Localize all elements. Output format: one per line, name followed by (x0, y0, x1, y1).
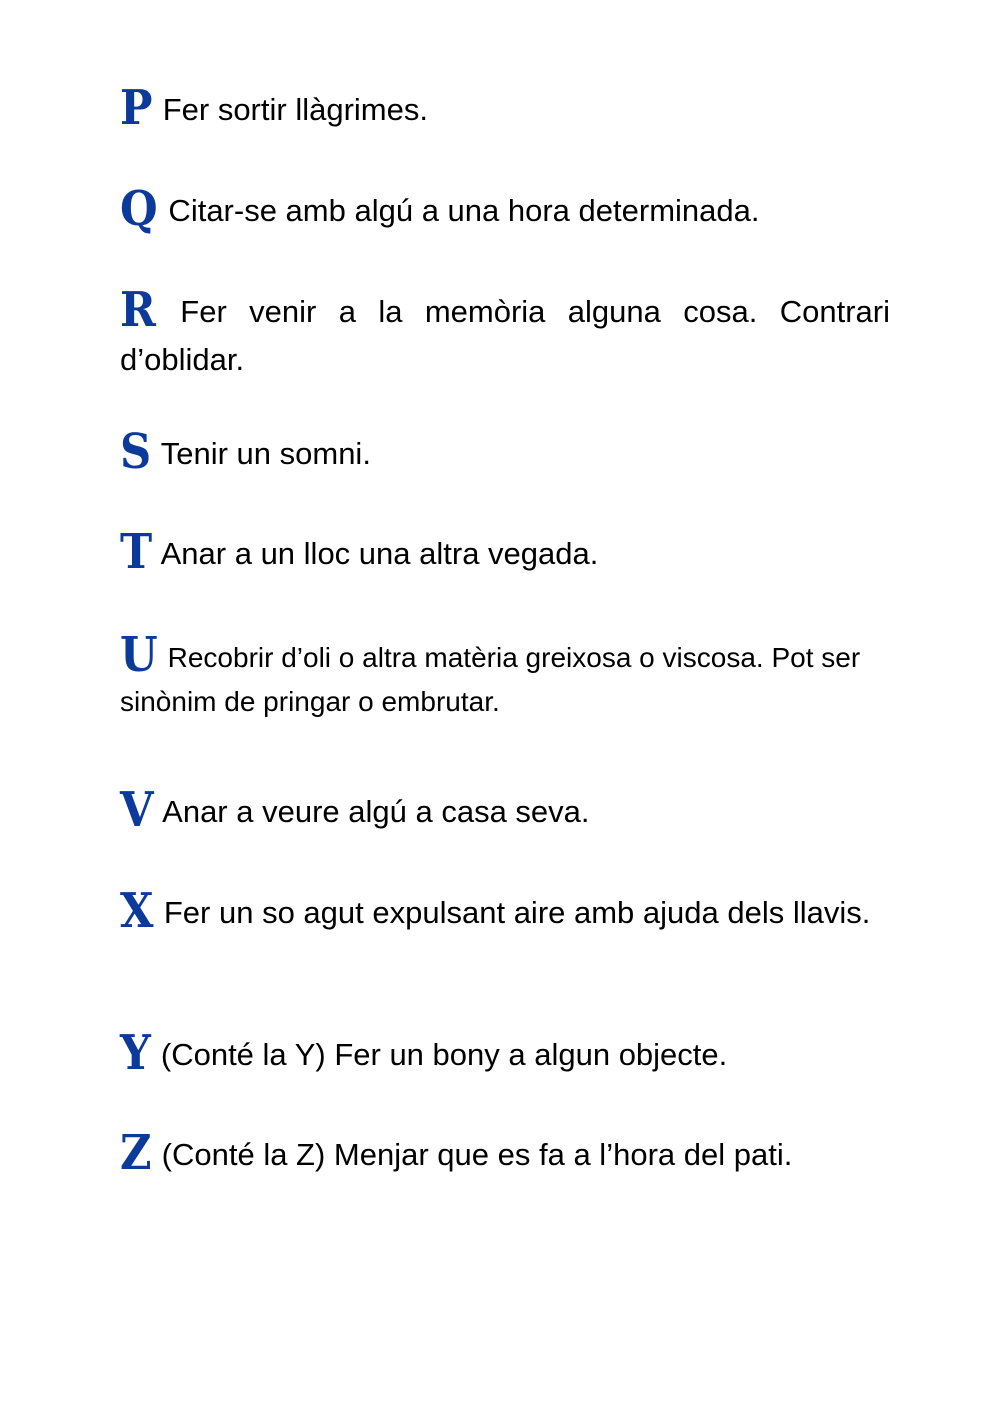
definition-r (120, 282, 890, 384)
definition-text: Fer venir a la memòria alguna cosa. Contrari d’oblidar. (120, 294, 890, 377)
letter-r: R (120, 282, 156, 338)
definition-q (120, 181, 900, 237)
definition-y (120, 1025, 900, 1081)
definition-text: Tenir un somni. (152, 436, 371, 471)
definition-text: Recobrir d’oli o altra matèria greixosa o viscosa. Pot ser sinònim de pringar o embrutar. (120, 642, 861, 717)
definition-text: Fer sortir llàgrimes. (154, 92, 428, 127)
letter-x: X (120, 883, 154, 939)
definition-u (120, 627, 900, 724)
definition-text: Citar-se amb algú a una hora determinada. (159, 193, 760, 228)
letter-q: Q (120, 181, 158, 237)
letter-y: Y (120, 1025, 151, 1081)
definition-text: Fer un so agut expulsant aire amb ajuda dels llavis. (155, 895, 871, 930)
letter-u: U (120, 627, 158, 683)
definition-x (120, 883, 890, 939)
definition-p (120, 80, 900, 136)
letter-s: S (120, 424, 152, 480)
definition-z (120, 1125, 903, 1181)
definition-text: Anar a veure algú a casa seva. (155, 794, 590, 829)
letter-p: P (120, 80, 153, 136)
definition-text: (Conté la Y) Fer un bony a algun objecte. (152, 1037, 728, 1072)
definition-t (120, 524, 900, 580)
letter-v: V (120, 782, 154, 838)
letter-z: Z (120, 1125, 152, 1181)
definition-text: (Conté la Z) Menjar que es fa a l’hora del pati. (153, 1137, 793, 1172)
letter-t: T (120, 524, 153, 580)
definition-v (120, 782, 900, 838)
definition-s (120, 424, 900, 480)
definition-text: Anar a un lloc una altra vegada. (153, 536, 599, 571)
